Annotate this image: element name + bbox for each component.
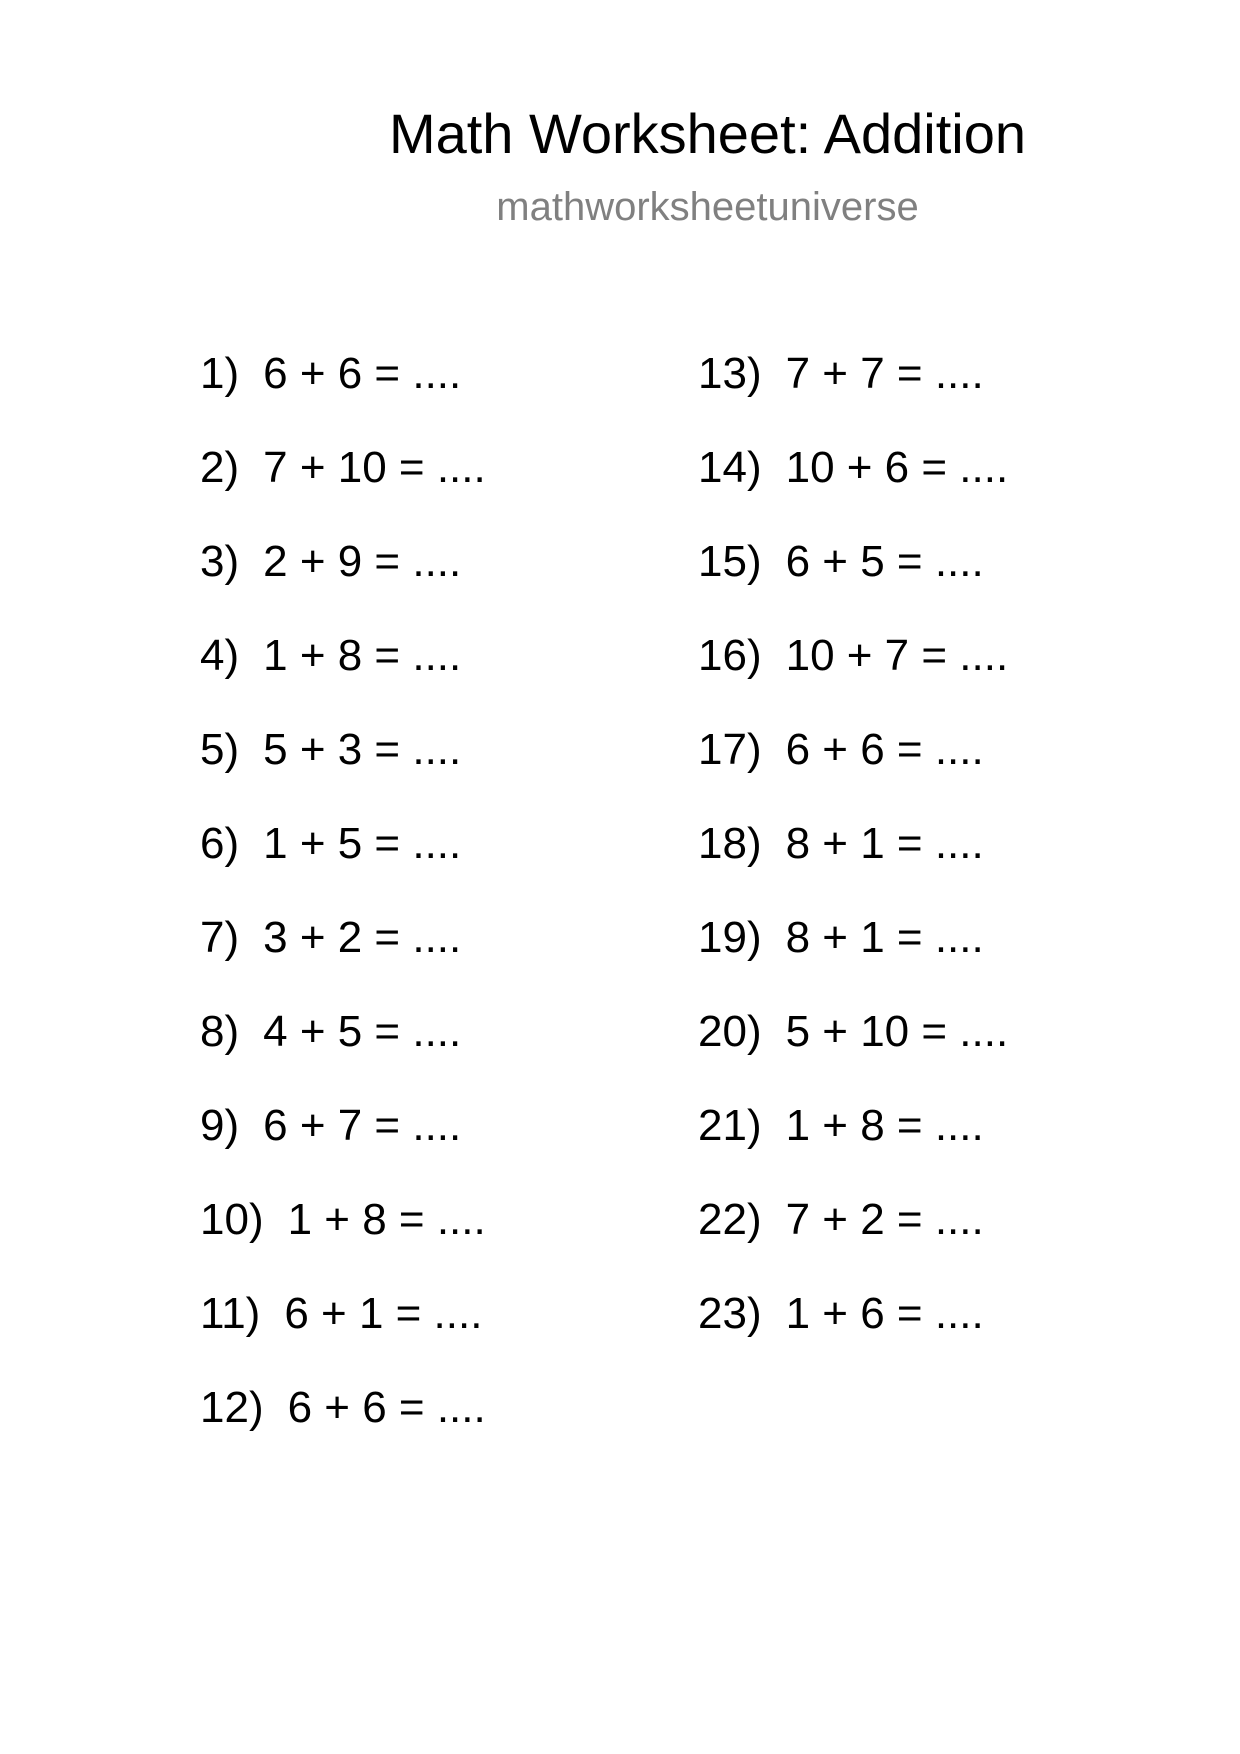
problem-number: 1) xyxy=(200,349,240,398)
problem-item xyxy=(698,818,1008,912)
problem-expression: 5 + 10 = .... xyxy=(785,1007,1009,1056)
problem-expression: 10 + 7 = .... xyxy=(785,631,1009,680)
problem-item xyxy=(200,630,486,724)
problem-number: 23) xyxy=(698,1289,762,1338)
problem-item xyxy=(200,1006,486,1100)
problem-item xyxy=(200,912,486,1006)
problem-item xyxy=(200,442,486,536)
problem-expression: 1 + 8 = .... xyxy=(263,631,462,680)
problem-expression: 7 + 2 = .... xyxy=(785,1195,984,1244)
problem-number: 11) xyxy=(200,1289,261,1338)
problem-expression: 2 + 9 = .... xyxy=(263,537,462,586)
problem-expression: 1 + 6 = .... xyxy=(785,1289,984,1338)
problem-item xyxy=(698,912,1008,1006)
problem-number: 10) xyxy=(200,1195,264,1244)
problem-number: 6) xyxy=(200,819,240,868)
problem-number: 13) xyxy=(698,349,762,398)
problem-item xyxy=(200,536,486,630)
problem-number: 16) xyxy=(698,631,762,680)
problem-item xyxy=(698,724,1008,818)
problem-expression: 7 + 10 = .... xyxy=(263,443,486,492)
problem-expression: 1 + 8 = .... xyxy=(785,1101,984,1150)
problem-item xyxy=(200,1194,486,1288)
problem-number: 12) xyxy=(200,1383,264,1432)
problem-expression: 6 + 6 = .... xyxy=(785,725,984,774)
problem-number: 19) xyxy=(698,913,762,962)
worksheet-title: Math Worksheet: Addition xyxy=(388,102,1027,165)
problem-expression: 8 + 1 = .... xyxy=(785,913,984,962)
problem-number: 18) xyxy=(698,819,762,868)
problem-expression: 1 + 8 = .... xyxy=(287,1195,486,1244)
problem-item xyxy=(698,1100,1008,1194)
problem-number: 3) xyxy=(200,537,240,586)
problem-number: 15) xyxy=(698,537,762,586)
problem-item xyxy=(200,1288,486,1382)
problem-item xyxy=(200,1100,486,1194)
problem-number: 21) xyxy=(698,1101,762,1150)
problem-column-left xyxy=(200,348,486,1476)
problem-expression: 1 + 5 = .... xyxy=(263,819,462,868)
problem-expression: 4 + 5 = .... xyxy=(263,1007,462,1056)
problem-number: 2) xyxy=(200,443,240,492)
problem-number: 5) xyxy=(200,725,240,774)
problem-number: 4) xyxy=(200,631,240,680)
problem-item xyxy=(200,818,486,912)
problem-expression: 6 + 1 = .... xyxy=(284,1289,483,1338)
problem-number: 8) xyxy=(200,1007,240,1056)
problem-item xyxy=(200,1382,486,1476)
problem-item xyxy=(200,348,486,442)
problem-expression: 7 + 7 = .... xyxy=(785,349,984,398)
problem-expression: 6 + 6 = .... xyxy=(263,349,462,398)
problem-number: 7) xyxy=(200,913,240,962)
problem-expression: 8 + 1 = .... xyxy=(785,819,984,868)
problem-item xyxy=(698,442,1008,536)
problem-number: 17) xyxy=(698,725,762,774)
problem-item xyxy=(698,630,1008,724)
worksheet-subtitle: mathworksheetuniverse xyxy=(496,185,919,229)
problem-expression: 6 + 5 = .... xyxy=(785,537,984,586)
problem-number: 22) xyxy=(698,1195,762,1244)
problem-expression: 5 + 3 = .... xyxy=(263,725,462,774)
problem-expression: 10 + 6 = .... xyxy=(785,443,1009,492)
problem-item xyxy=(698,536,1008,630)
problem-expression: 6 + 6 = .... xyxy=(287,1383,486,1432)
problem-item xyxy=(698,348,1008,442)
problem-item xyxy=(698,1006,1008,1100)
problem-number: 20) xyxy=(698,1007,762,1056)
problem-number: 9) xyxy=(200,1101,240,1150)
problem-expression: 3 + 2 = .... xyxy=(263,913,462,962)
problem-item xyxy=(698,1194,1008,1288)
problem-number: 14) xyxy=(698,443,762,492)
problem-column-right xyxy=(698,348,1008,1382)
problem-item xyxy=(200,724,486,818)
problem-expression: 6 + 7 = .... xyxy=(263,1101,462,1150)
problem-item xyxy=(698,1288,1008,1382)
